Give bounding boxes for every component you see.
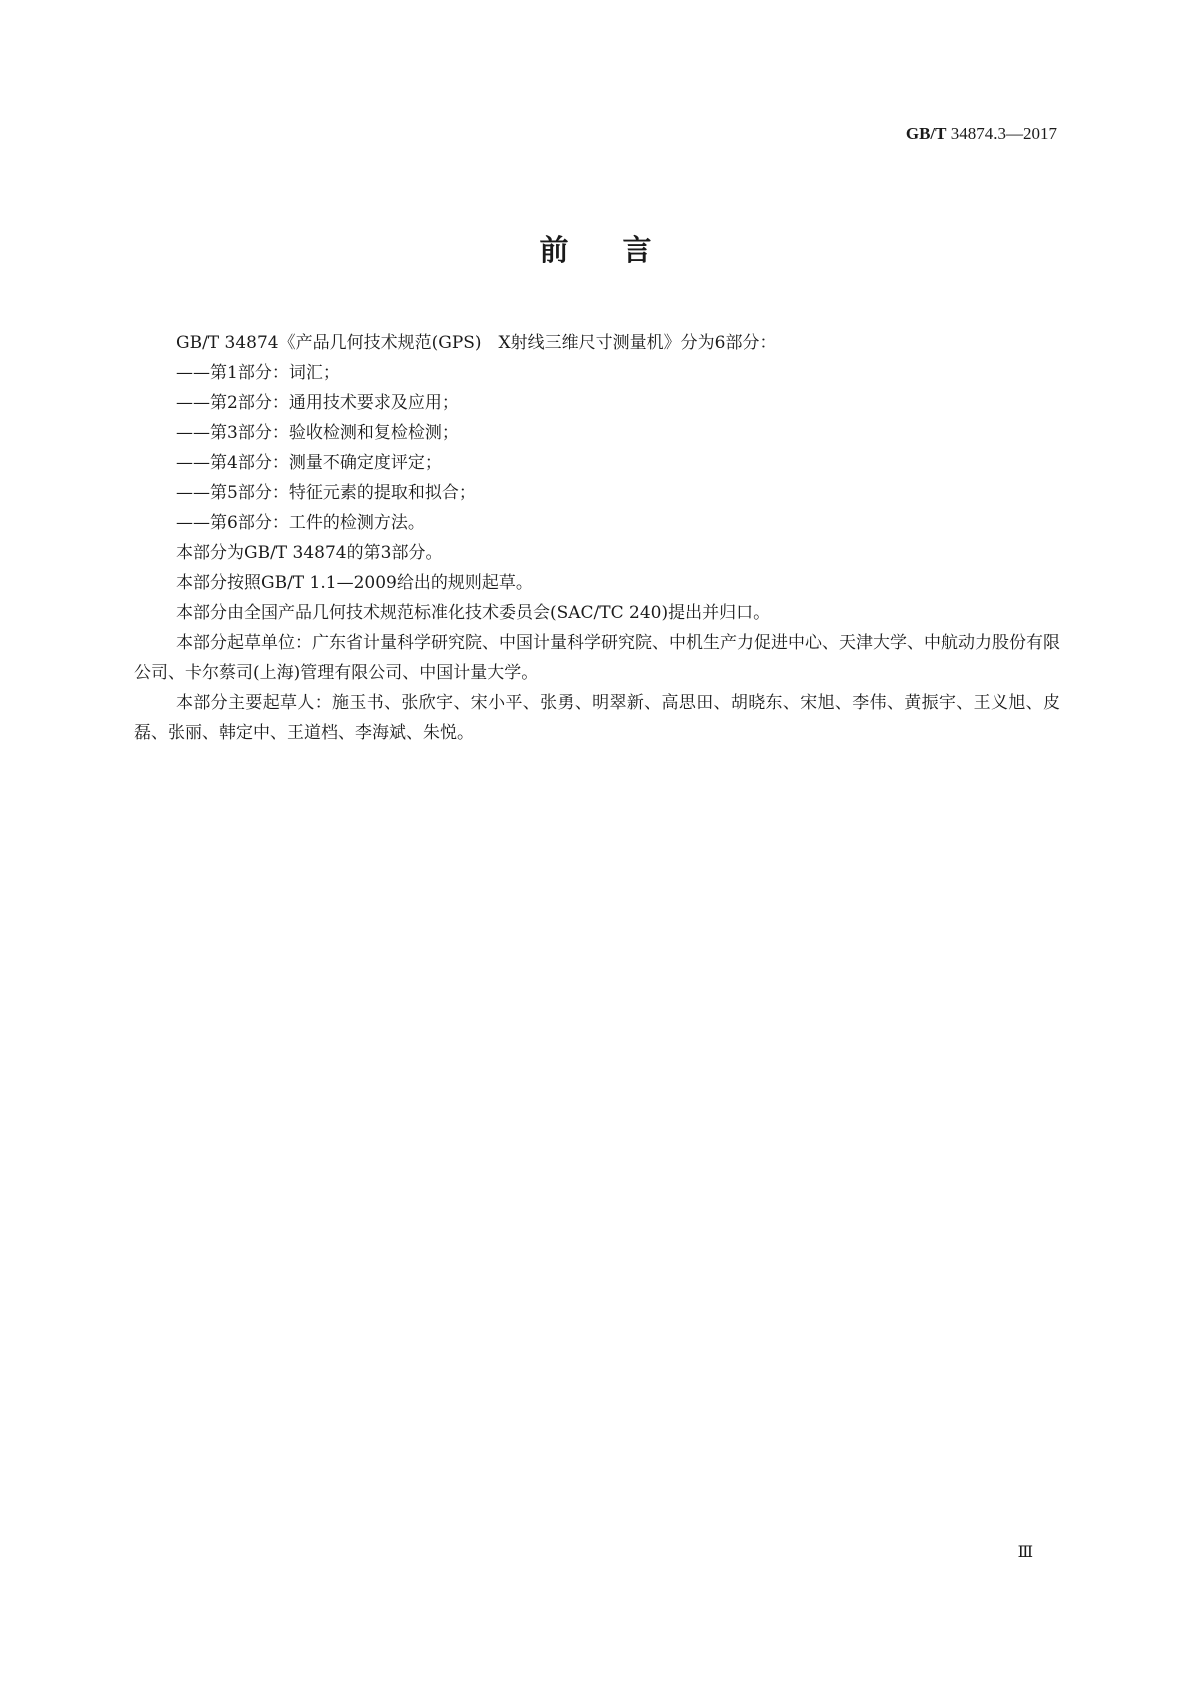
main-drafters: 本部分主要起草人：施玉书、张欣宇、宋小平、张勇、明翠新、高思田、胡晓东、宋旭、李伟、黄振宇、王义旭、皮磊、张丽、韩定中、王道档、李海斌、朱悦。 — [134, 693, 1060, 743]
page-title: 前言 — [539, 233, 706, 267]
part-list-item: ——第4部分：测量不确定度评定； — [176, 453, 442, 473]
proposer-statement: 本部分由全国产品几何技术规范标准化技术委员会(SAC/TC 240)提出并归口。 — [176, 603, 771, 623]
part-list-item: ——第2部分：通用技术要求及应用； — [176, 393, 459, 413]
intro-paragraph: GB/T 34874《产品几何技术规范(GPS) X射线三维尺寸测量机》分为6部分： — [176, 333, 777, 353]
page-header — [906, 124, 1057, 144]
part-list-item: ——第6部分：工件的检测方法。 — [176, 513, 425, 533]
part-list-item: ——第3部分：验收检测和复检检测； — [176, 423, 459, 443]
part-list-item: ——第5部分：特征元素的提取和拟合； — [176, 483, 476, 503]
part-list-item: ——第1部分：词汇； — [176, 363, 340, 383]
drafting-units: 本部分起草单位：广东省计量科学研究院、中国计量科学研究院、中机生产力促进中心、天津大学、中航动力股份有限公司、卡尔蔡司(上海)管理有限公司、中国计量大学。 — [134, 633, 1060, 683]
page-number: Ⅲ — [1017, 1544, 1033, 1561]
standard-prefix: GB/T — [905, 124, 947, 143]
drafting-rules: 本部分按照GB/T 1.1—2009给出的规则起草。 — [176, 573, 533, 593]
document-body — [134, 328, 1060, 748]
part-statement: 本部分为GB/T 34874的第3部分。 — [176, 543, 443, 563]
standard-number: 34874.3—2017 — [950, 124, 1057, 143]
